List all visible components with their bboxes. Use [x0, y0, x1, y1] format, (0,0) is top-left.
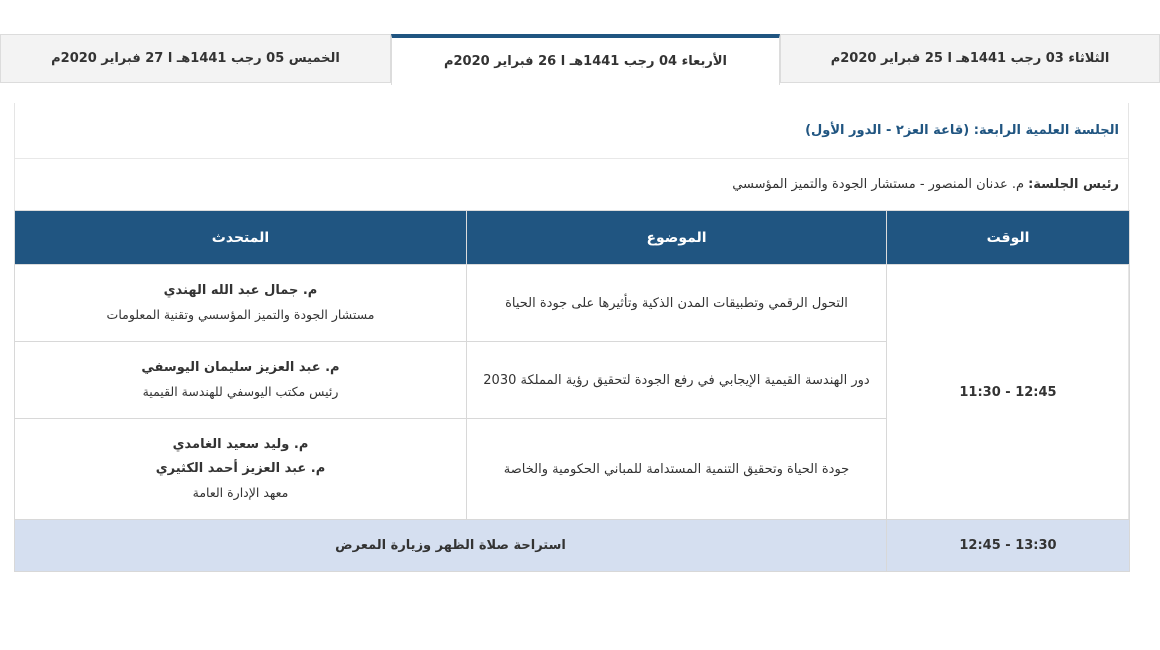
schedule-table — [14, 210, 1130, 572]
chair-name: م. عدنان المنصور - مستشار الجودة والتميز المؤسسي — [732, 177, 1025, 192]
speaker-org: معهد الإدارة العامة — [192, 485, 289, 500]
topic-cell: دور الهندسة القيمية الإيجابي في رفع الجودة لتحقيق رؤية المملكة 2030 — [467, 342, 887, 419]
speaker-cell — [15, 419, 467, 520]
break-time: 12:45 - 13:30 — [887, 520, 1130, 572]
header-topic: الموضوع — [467, 211, 887, 265]
tab-wednesday[interactable]: الأربعاء 04 رجب 1441هـ ا 26 فبراير 2020م — [391, 34, 780, 85]
break-label: استراحة صلاة الظهر وزيارة المعرض — [15, 520, 887, 572]
speaker-name: م. وليد سعيد الغامدي — [172, 437, 309, 452]
tab-tuesday[interactable]: الثلاثاء 03 رجب 1441هـ ا 25 فبراير 2020م — [780, 34, 1160, 83]
speaker-org: رئيس مكتب اليوسفي للهندسة القيمية — [142, 384, 339, 399]
session-title: الجلسة العلمية الرابعة: (قاعة العز٢ - الدور الأول) — [15, 103, 1128, 159]
speaker-cell — [15, 342, 467, 419]
table-row — [15, 265, 1130, 342]
speaker-name: م. عبد العزيز سليمان اليوسفي — [141, 360, 340, 375]
speaker-name: م. جمال عبد الله الهندي — [163, 283, 318, 298]
header-time: الوقت — [887, 211, 1130, 265]
header-speaker: المتحدث — [15, 211, 467, 265]
break-row — [15, 520, 1130, 572]
slot-time: 11:30 - 12:45 — [887, 265, 1130, 520]
speaker-org: مستشار الجودة والتميز المؤسسي وتقنية المعلومات — [106, 307, 375, 322]
speaker-name: م. عبد العزيز أحمد الكثيري — [155, 461, 326, 476]
topic-cell: التحول الرقمي وتطبيقات المدن الذكية وتأثيرها على جودة الحياة — [467, 265, 887, 342]
session-panel — [14, 103, 1129, 571]
speaker-cell — [15, 265, 467, 342]
tab-thursday[interactable]: الخميس 05 رجب 1441هـ ا 27 فبراير 2020م — [0, 34, 391, 83]
topic-cell: جودة الحياة وتحقيق التنمية المستدامة للمباني الحكومية والخاصة — [467, 419, 887, 520]
chair-label: رئيس الجلسة: — [1028, 177, 1119, 192]
session-chair — [15, 159, 1128, 210]
day-tabs — [0, 34, 1160, 85]
table-header-row — [15, 211, 1130, 265]
